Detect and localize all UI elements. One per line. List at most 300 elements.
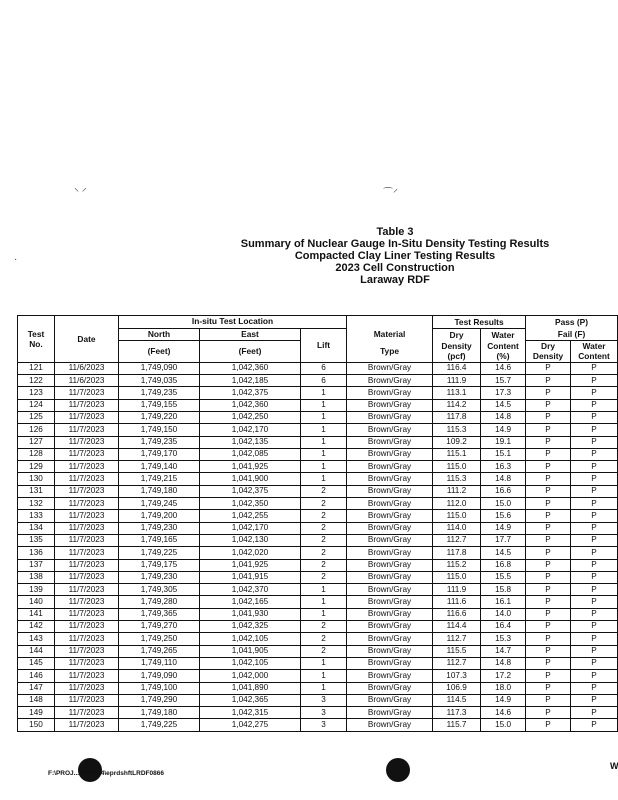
cell-test-no: 138 xyxy=(18,571,55,583)
table-row xyxy=(18,571,618,583)
cell-test-no: 148 xyxy=(18,694,55,706)
cell-test-no: 134 xyxy=(18,522,55,534)
cell-material: Brown/Gray xyxy=(347,362,433,374)
cell-pass-density: P xyxy=(526,461,571,473)
cell-water-content: 15.3 xyxy=(481,633,526,645)
cell-east: 1,042,360 xyxy=(200,362,301,374)
cell-test-no: 147 xyxy=(18,682,55,694)
cell-dry-density: 115.2 xyxy=(433,559,481,571)
cell-water-content: 14.6 xyxy=(481,707,526,719)
cell-east: 1,042,170 xyxy=(200,424,301,436)
cell-pass-density: P xyxy=(526,584,571,596)
cell-north: 1,749,165 xyxy=(119,534,200,546)
cell-material: Brown/Gray xyxy=(347,485,433,497)
cell-north: 1,749,265 xyxy=(119,645,200,657)
cell-pass-density: P xyxy=(526,657,571,669)
cell-pass-water: P xyxy=(571,596,618,608)
cell-date: 11/7/2023 xyxy=(55,473,119,485)
cell-material: Brown/Gray xyxy=(347,412,433,424)
cell-east: 1,042,135 xyxy=(200,436,301,448)
cell-dry-density: 115.7 xyxy=(433,719,481,731)
cell-test-no: 143 xyxy=(18,633,55,645)
table-row xyxy=(18,547,618,559)
cell-date: 11/7/2023 xyxy=(55,448,119,460)
cell-test-no: 129 xyxy=(18,461,55,473)
cell-pass-water: P xyxy=(571,719,618,731)
cell-material: Brown/Gray xyxy=(347,424,433,436)
cell-pass-density: P xyxy=(526,510,571,522)
cell-east: 1,042,000 xyxy=(200,670,301,682)
cell-dry-density: 117.3 xyxy=(433,707,481,719)
cell-water-content: 14.5 xyxy=(481,547,526,559)
cell-water-content: 15.1 xyxy=(481,448,526,460)
cell-water-content: 14.5 xyxy=(481,399,526,411)
table-row xyxy=(18,608,618,620)
cell-dry-density: 106.9 xyxy=(433,682,481,694)
cell-material: Brown/Gray xyxy=(347,522,433,534)
cell-east: 1,042,250 xyxy=(200,412,301,424)
cell-material: Brown/Gray xyxy=(347,498,433,510)
cell-lift: 1 xyxy=(301,448,347,460)
cell-east: 1,042,350 xyxy=(200,498,301,510)
cell-pass-density: P xyxy=(526,522,571,534)
table-row xyxy=(18,461,618,473)
table-row xyxy=(18,412,618,424)
cell-date: 11/7/2023 xyxy=(55,424,119,436)
table-row xyxy=(18,645,618,657)
cell-lift: 2 xyxy=(301,547,347,559)
cell-north: 1,749,140 xyxy=(119,461,200,473)
cell-pass-density: P xyxy=(526,719,571,731)
cell-lift: 1 xyxy=(301,584,347,596)
cell-pass-density: P xyxy=(526,375,571,387)
cell-north: 1,749,235 xyxy=(119,387,200,399)
cell-material: Brown/Gray xyxy=(347,584,433,596)
cell-test-no: 135 xyxy=(18,534,55,546)
cell-dry-density: 117.8 xyxy=(433,547,481,559)
cell-date: 11/7/2023 xyxy=(55,682,119,694)
cell-pass-water: P xyxy=(571,608,618,620)
site-name: Laraway RDF xyxy=(360,274,430,286)
cell-pass-water: P xyxy=(571,387,618,399)
cell-material: Brown/Gray xyxy=(347,608,433,620)
cell-pass-water: P xyxy=(571,461,618,473)
cell-water-content: 15.0 xyxy=(481,719,526,731)
header-pf-water: Water Content xyxy=(571,341,618,363)
edge-mark: W xyxy=(610,761,618,771)
cell-water-content: 16.6 xyxy=(481,485,526,497)
cell-north: 1,749,225 xyxy=(119,547,200,559)
cell-pass-density: P xyxy=(526,473,571,485)
cell-lift: 2 xyxy=(301,510,347,522)
cell-material: Brown/Gray xyxy=(347,645,433,657)
table-row xyxy=(18,510,618,522)
cell-pass-water: P xyxy=(571,621,618,633)
cell-water-content: 17.7 xyxy=(481,534,526,546)
table-row xyxy=(18,559,618,571)
cell-test-no: 136 xyxy=(18,547,55,559)
cell-lift: 2 xyxy=(301,485,347,497)
table-number: Table 3 xyxy=(376,226,414,238)
header-pass-group-1: Pass (P) xyxy=(526,316,618,329)
cell-lift: 2 xyxy=(301,522,347,534)
cell-dry-density: 111.9 xyxy=(433,584,481,596)
cell-pass-water: P xyxy=(571,694,618,706)
cell-dry-density: 117.8 xyxy=(433,412,481,424)
cell-test-no: 150 xyxy=(18,719,55,731)
cell-water-content: 14.8 xyxy=(481,657,526,669)
cell-test-no: 142 xyxy=(18,621,55,633)
cell-pass-density: P xyxy=(526,534,571,546)
table-row xyxy=(18,682,618,694)
cell-material: Brown/Gray xyxy=(347,682,433,694)
cell-east: 1,041,930 xyxy=(200,608,301,620)
table-row xyxy=(18,498,618,510)
cell-east: 1,042,315 xyxy=(200,707,301,719)
cell-test-no: 139 xyxy=(18,584,55,596)
header-north-unit: (Feet) xyxy=(119,341,200,363)
cell-water-content: 15.5 xyxy=(481,571,526,583)
cell-lift: 3 xyxy=(301,694,347,706)
cell-water-content: 14.8 xyxy=(481,412,526,424)
cell-water-content: 17.2 xyxy=(481,670,526,682)
cell-dry-density: 115.3 xyxy=(433,424,481,436)
file-path-footer: F:\PROJ...\0989\04\eprdshftLRDF0866 xyxy=(48,770,164,777)
project-name: 2023 Cell Construction xyxy=(335,262,455,274)
table-row xyxy=(18,387,618,399)
cell-pass-water: P xyxy=(571,399,618,411)
cell-test-no: 137 xyxy=(18,559,55,571)
header-material-spacer xyxy=(347,316,433,329)
cell-north: 1,749,215 xyxy=(119,473,200,485)
cell-date: 11/7/2023 xyxy=(55,694,119,706)
cell-water-content: 15.6 xyxy=(481,510,526,522)
cell-test-no: 125 xyxy=(18,412,55,424)
cell-north: 1,749,305 xyxy=(119,584,200,596)
cell-date: 11/7/2023 xyxy=(55,522,119,534)
cell-east: 1,041,890 xyxy=(200,682,301,694)
table-row xyxy=(18,473,618,485)
cell-material: Brown/Gray xyxy=(347,633,433,645)
cell-water-content: 17.3 xyxy=(481,387,526,399)
table-row xyxy=(18,485,618,497)
cell-north: 1,749,200 xyxy=(119,510,200,522)
cell-water-content: 18.0 xyxy=(481,682,526,694)
density-results-table xyxy=(17,315,618,732)
cell-dry-density: 113.1 xyxy=(433,387,481,399)
cell-pass-density: P xyxy=(526,645,571,657)
punch-hole-right xyxy=(386,758,410,782)
cell-test-no: 149 xyxy=(18,707,55,719)
cell-north: 1,749,180 xyxy=(119,485,200,497)
cell-test-no: 133 xyxy=(18,510,55,522)
cell-date: 11/7/2023 xyxy=(55,436,119,448)
cell-test-no: 124 xyxy=(18,399,55,411)
cell-dry-density: 116.4 xyxy=(433,362,481,374)
cell-water-content: 16.8 xyxy=(481,559,526,571)
cell-pass-density: P xyxy=(526,608,571,620)
cell-east: 1,041,925 xyxy=(200,461,301,473)
cell-north: 1,749,225 xyxy=(119,719,200,731)
cell-material: Brown/Gray xyxy=(347,707,433,719)
cell-pass-water: P xyxy=(571,473,618,485)
cell-dry-density: 115.0 xyxy=(433,461,481,473)
cell-water-content: 16.3 xyxy=(481,461,526,473)
cell-pass-water: P xyxy=(571,645,618,657)
cell-water-content: 16.1 xyxy=(481,596,526,608)
cell-lift: 1 xyxy=(301,424,347,436)
cell-material: Brown/Gray xyxy=(347,375,433,387)
table-body xyxy=(18,362,618,731)
cell-north: 1,749,250 xyxy=(119,633,200,645)
header-material: Material xyxy=(347,329,433,341)
table-row xyxy=(18,657,618,669)
cell-dry-density: 112.7 xyxy=(433,657,481,669)
cell-north: 1,749,220 xyxy=(119,412,200,424)
cell-dry-density: 115.1 xyxy=(433,448,481,460)
cell-water-content: 14.6 xyxy=(481,362,526,374)
table-row xyxy=(18,621,618,633)
cell-lift: 6 xyxy=(301,375,347,387)
header-pass-group-2: Fail (F) xyxy=(526,329,618,341)
cell-lift: 1 xyxy=(301,596,347,608)
header-lift: Lift xyxy=(301,329,347,363)
cell-pass-density: P xyxy=(526,412,571,424)
table-row xyxy=(18,436,618,448)
table-row xyxy=(18,584,618,596)
cell-east: 1,041,900 xyxy=(200,473,301,485)
cell-date: 11/7/2023 xyxy=(55,621,119,633)
cell-test-no: 126 xyxy=(18,424,55,436)
cell-lift: 1 xyxy=(301,473,347,485)
cell-dry-density: 116.6 xyxy=(433,608,481,620)
cell-date: 11/7/2023 xyxy=(55,633,119,645)
cell-north: 1,749,035 xyxy=(119,375,200,387)
cell-pass-water: P xyxy=(571,682,618,694)
cell-date: 11/7/2023 xyxy=(55,498,119,510)
cell-water-content: 14.7 xyxy=(481,645,526,657)
cell-test-no: 122 xyxy=(18,375,55,387)
cell-dry-density: 115.3 xyxy=(433,473,481,485)
table-row xyxy=(18,694,618,706)
cell-east: 1,041,925 xyxy=(200,559,301,571)
cell-dry-density: 111.9 xyxy=(433,375,481,387)
cell-lift: 1 xyxy=(301,399,347,411)
cell-date: 11/7/2023 xyxy=(55,596,119,608)
cell-pass-density: P xyxy=(526,559,571,571)
cell-dry-density: 115.5 xyxy=(433,645,481,657)
cell-water-content: 14.9 xyxy=(481,694,526,706)
cell-east: 1,042,020 xyxy=(200,547,301,559)
table-title-block xyxy=(200,226,590,286)
cell-water-content: 19.1 xyxy=(481,436,526,448)
header-north: North xyxy=(119,329,200,341)
cell-pass-density: P xyxy=(526,621,571,633)
header-content: Content (%) xyxy=(481,341,526,363)
cell-pass-water: P xyxy=(571,424,618,436)
table-row xyxy=(18,670,618,682)
cell-water-content: 15.7 xyxy=(481,375,526,387)
cell-date: 11/7/2023 xyxy=(55,559,119,571)
cell-date: 11/7/2023 xyxy=(55,584,119,596)
scan-mark-edge: · xyxy=(14,254,18,265)
cell-dry-density: 109.2 xyxy=(433,436,481,448)
cell-dry-density: 112.0 xyxy=(433,498,481,510)
cell-east: 1,042,365 xyxy=(200,694,301,706)
cell-pass-water: P xyxy=(571,362,618,374)
cell-pass-density: P xyxy=(526,399,571,411)
cell-pass-density: P xyxy=(526,707,571,719)
header-results-group: Test Results xyxy=(433,316,526,329)
cell-date: 11/7/2023 xyxy=(55,485,119,497)
cell-dry-density: 114.0 xyxy=(433,522,481,534)
cell-date: 11/7/2023 xyxy=(55,399,119,411)
table-row xyxy=(18,707,618,719)
cell-pass-water: P xyxy=(571,707,618,719)
cell-pass-water: P xyxy=(571,522,618,534)
cell-pass-water: P xyxy=(571,633,618,645)
cell-date: 11/7/2023 xyxy=(55,461,119,473)
cell-dry-density: 107.3 xyxy=(433,670,481,682)
cell-pass-water: P xyxy=(571,412,618,424)
cell-material: Brown/Gray xyxy=(347,621,433,633)
table-row xyxy=(18,362,618,374)
cell-pass-density: P xyxy=(526,362,571,374)
cell-date: 11/7/2023 xyxy=(55,707,119,719)
cell-east: 1,042,325 xyxy=(200,621,301,633)
table-row xyxy=(18,522,618,534)
cell-lift: 1 xyxy=(301,461,347,473)
cell-pass-water: P xyxy=(571,510,618,522)
cell-dry-density: 111.6 xyxy=(433,596,481,608)
cell-material: Brown/Gray xyxy=(347,399,433,411)
cell-dry-density: 111.2 xyxy=(433,485,481,497)
cell-pass-water: P xyxy=(571,584,618,596)
cell-east: 1,042,275 xyxy=(200,719,301,731)
cell-east: 1,042,370 xyxy=(200,584,301,596)
cell-north: 1,749,175 xyxy=(119,559,200,571)
cell-lift: 1 xyxy=(301,608,347,620)
cell-pass-water: P xyxy=(571,670,618,682)
cell-dry-density: 112.7 xyxy=(433,633,481,645)
cell-east: 1,042,085 xyxy=(200,448,301,460)
cell-east: 1,042,105 xyxy=(200,633,301,645)
cell-lift: 2 xyxy=(301,571,347,583)
cell-east: 1,042,130 xyxy=(200,534,301,546)
cell-lift: 2 xyxy=(301,498,347,510)
cell-dry-density: 114.2 xyxy=(433,399,481,411)
header-pf-dry: Dry Density xyxy=(526,341,571,363)
cell-water-content: 15.8 xyxy=(481,584,526,596)
cell-north: 1,749,235 xyxy=(119,436,200,448)
cell-material: Brown/Gray xyxy=(347,719,433,731)
cell-material: Brown/Gray xyxy=(347,473,433,485)
cell-pass-density: P xyxy=(526,694,571,706)
cell-pass-density: P xyxy=(526,547,571,559)
cell-date: 11/7/2023 xyxy=(55,412,119,424)
header-east-unit: (Feet) xyxy=(200,341,301,363)
cell-date: 11/7/2023 xyxy=(55,657,119,669)
cell-lift: 2 xyxy=(301,559,347,571)
cell-north: 1,749,290 xyxy=(119,694,200,706)
cell-test-no: 132 xyxy=(18,498,55,510)
cell-material: Brown/Gray xyxy=(347,461,433,473)
cell-test-no: 145 xyxy=(18,657,55,669)
cell-north: 1,749,270 xyxy=(119,621,200,633)
cell-pass-water: P xyxy=(571,571,618,583)
table-row xyxy=(18,399,618,411)
cell-material: Brown/Gray xyxy=(347,534,433,546)
cell-east: 1,041,905 xyxy=(200,645,301,657)
cell-north: 1,749,155 xyxy=(119,399,200,411)
cell-material: Brown/Gray xyxy=(347,657,433,669)
cell-north: 1,749,170 xyxy=(119,448,200,460)
cell-lift: 6 xyxy=(301,362,347,374)
cell-north: 1,749,090 xyxy=(119,362,200,374)
cell-material: Brown/Gray xyxy=(347,448,433,460)
cell-north: 1,749,100 xyxy=(119,682,200,694)
cell-pass-water: P xyxy=(571,534,618,546)
cell-lift: 2 xyxy=(301,621,347,633)
cell-pass-density: P xyxy=(526,596,571,608)
cell-material: Brown/Gray xyxy=(347,559,433,571)
cell-pass-water: P xyxy=(571,498,618,510)
cell-date: 11/6/2023 xyxy=(55,375,119,387)
cell-water-content: 15.0 xyxy=(481,498,526,510)
cell-date: 11/7/2023 xyxy=(55,670,119,682)
cell-east: 1,042,170 xyxy=(200,522,301,534)
cell-east: 1,042,255 xyxy=(200,510,301,522)
cell-east: 1,042,375 xyxy=(200,485,301,497)
table-row xyxy=(18,633,618,645)
cell-test-no: 144 xyxy=(18,645,55,657)
cell-east: 1,042,375 xyxy=(200,387,301,399)
cell-dry-density: 114.4 xyxy=(433,621,481,633)
header-material-type: Type xyxy=(347,341,433,363)
cell-pass-water: P xyxy=(571,559,618,571)
cell-lift: 3 xyxy=(301,719,347,731)
header-date: Date xyxy=(55,316,119,363)
cell-test-no: 131 xyxy=(18,485,55,497)
cell-date: 11/7/2023 xyxy=(55,534,119,546)
cell-pass-water: P xyxy=(571,448,618,460)
cell-lift: 1 xyxy=(301,682,347,694)
cell-pass-density: P xyxy=(526,498,571,510)
table-subtitle: Compacted Clay Liner Testing Results xyxy=(294,250,496,262)
table-row xyxy=(18,534,618,546)
cell-water-content: 14.9 xyxy=(481,424,526,436)
scan-mark-left: ⸌ ⸍ xyxy=(74,187,87,198)
table-row xyxy=(18,719,618,731)
cell-north: 1,749,365 xyxy=(119,608,200,620)
cell-lift: 2 xyxy=(301,534,347,546)
cell-date: 11/7/2023 xyxy=(55,510,119,522)
cell-north: 1,749,230 xyxy=(119,571,200,583)
cell-lift: 1 xyxy=(301,657,347,669)
cell-lift: 3 xyxy=(301,707,347,719)
table-row xyxy=(18,596,618,608)
cell-east: 1,042,165 xyxy=(200,596,301,608)
cell-lift: 2 xyxy=(301,633,347,645)
cell-dry-density: 115.0 xyxy=(433,510,481,522)
table-row xyxy=(18,424,618,436)
cell-material: Brown/Gray xyxy=(347,571,433,583)
header-test-no: Test No. xyxy=(18,316,55,363)
cell-test-no: 128 xyxy=(18,448,55,460)
cell-date: 11/7/2023 xyxy=(55,547,119,559)
cell-east: 1,042,185 xyxy=(200,375,301,387)
cell-material: Brown/Gray xyxy=(347,670,433,682)
